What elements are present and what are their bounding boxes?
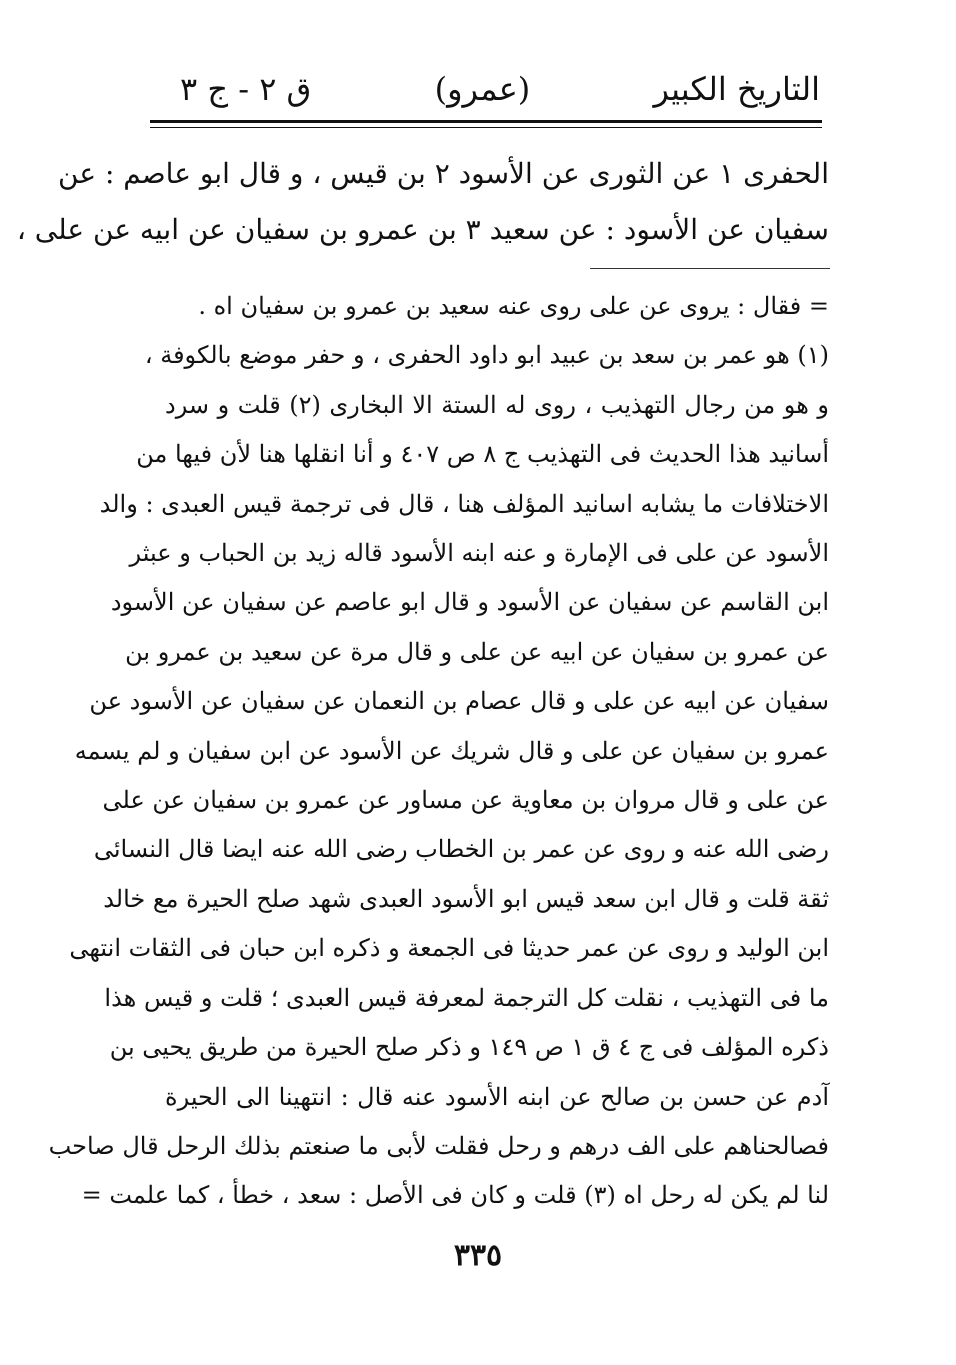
footnotes [48,282,829,1221]
footnote-line: عن عمرو بن سفيان عن ابيه عن على و قال مرة عن سعيد بن عمرو بن [125,637,829,666]
footnote-line: أسانيد هذا الحديث فى التهذيب ج ٨ ص ٤٠٧ و أنا انقلها هنا لأن فيها من [136,440,829,469]
volume-part: ق ٢ - ج ٣ [180,70,312,108]
footnote-line: ثقة قلت و قال ابن سعد قيس ابو الأسود العبدى شهد صلح الحيرة مع خالد [103,884,829,913]
footnote-line: الاختلافات ما يشابه اسانيد المؤلف هنا ، قال فى ترجمة قيس العبدى : والد [99,489,829,518]
footnote-line: و هو من رجال التهذيب ، روى له الستة الا البخارى (٢) قلت و سرد [165,390,829,419]
footnote-line: لنا لم يكن له رحل اه (٣) قلت و كان فى الأصل : سعد ، خطأ ، كما علمت = [81,1181,829,1210]
book-title: التاريخ الكبير [653,70,820,108]
section-name: (عمرو) [434,70,531,108]
footnote-line: ذكره المؤلف فى ج ٤ ق ١ ص ١٤٩ و ذكر صلح الحيرة من طريق يحيى بن [109,1033,829,1062]
footnote-line: عمرو بن سفيان عن على و قال شريك عن الأسود عن ابن سفيان و لم يسمه [74,736,829,765]
main-line: سفيان عن الأسود : عن سعيد ٣ بن عمرو بن سفيان عن ابيه عن على ، [16,213,829,246]
footnote-line: فصالحناهم على الف درهم و رحل فقلت لأبى ما صنعتم بذلك الرحل قال صاحب [48,1131,829,1160]
main-text [16,146,829,258]
footnote-line: = فقال : يروى عن على روى عنه سعيد بن عمرو بن سفيان اه . [198,292,829,320]
footnote-line: رضى الله عنه و روى عن عمر بن الخطاب رضى الله عنه ايضا قال النسائى [93,835,829,864]
running-header [180,62,820,116]
footnote-line: آدم عن حسن بن صالح عن ابنه الأسود عنه قال : انتهينا الى الحيرة [165,1082,829,1111]
main-line: الحفرى ١ عن الثورى عن الأسود ٢ بن قيس ، و قال ابو عاصم : عن [58,157,829,190]
footnote-line: سفيان عن ابيه عن على و قال عصام بن النعمان عن سفيان عن الأسود عن [89,687,829,716]
footnote-separator [590,268,830,269]
footnote-line: الأسود عن على فى الإمارة و عنه ابنه الأسود قاله زيد بن الحباب و عبثر [129,539,829,568]
footnote-line: ابن القاسم عن سفيان عن الأسود و قال ابو عاصم عن سفيان عن الأسود [110,588,829,617]
header-rule-thin [150,127,822,128]
footnote-line: عن على و قال مروان بن معاوية عن مساور عن عمرو بن سفيان عن على [102,786,829,815]
header-rule-thick [150,120,822,123]
footnote-line: (١) هو عمر بن سعد بن عبيد ابو داود الحفرى ، و حفر موضع بالكوفة ، [144,341,829,370]
footnote-line: ما فى التهذيب ، نقلت كل الترجمة لمعرفة قيس العبدى ؛ قلت و قيس هذا [104,983,829,1012]
page-number: ٣٣٥ [453,1238,503,1273]
footnote-line: ابن الوليد و روى عن عمر حديثا فى الجمعة و ذكره ابن حبان فى الثقات انتهى [69,934,829,963]
